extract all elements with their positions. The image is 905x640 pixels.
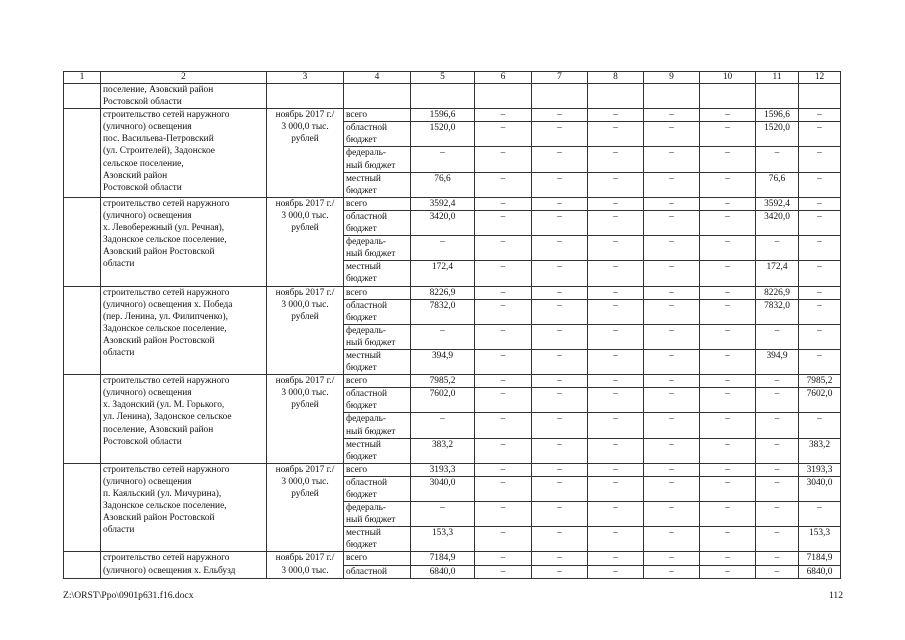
value-cell: – — [700, 210, 756, 235]
value-cell: – — [532, 299, 588, 324]
value-cell: 3420,0 — [756, 210, 799, 235]
value-cell: – — [475, 299, 532, 324]
file-path: Z:\ORST\Ppo\0901p631.f16.docx — [63, 590, 194, 601]
value-cell: – — [756, 527, 799, 552]
value-cell: – — [644, 172, 700, 197]
value-cell: – — [799, 413, 841, 438]
empty-cell — [588, 84, 644, 109]
value-cell: – — [532, 349, 588, 374]
value-cell: – — [700, 236, 756, 261]
object-cell: строительство сетей наружного (уличного) освещения х. Левобережный (ул. Речная), Задонское сельское поселение, Азовский район Ростовской области — [101, 197, 267, 286]
value-cell: – — [411, 324, 475, 349]
table-row — [64, 84, 841, 109]
value-cell: – — [532, 463, 588, 476]
value-cell: – — [799, 261, 841, 286]
value-cell: – — [532, 210, 588, 235]
value-cell: 7602,0 — [799, 388, 841, 413]
value-cell: – — [532, 413, 588, 438]
value-cell: 7184,9 — [411, 552, 475, 565]
value-cell: – — [644, 438, 700, 463]
empty-cell — [344, 84, 411, 109]
value-cell: – — [644, 375, 700, 388]
row-number-cell — [64, 109, 101, 198]
value-cell: – — [475, 122, 532, 147]
value-cell: – — [756, 413, 799, 438]
value-cell: – — [411, 413, 475, 438]
value-cell: – — [700, 413, 756, 438]
row-number-cell — [64, 286, 101, 375]
value-cell: – — [588, 527, 644, 552]
value-cell: – — [644, 502, 700, 527]
value-cell: – — [756, 388, 799, 413]
value-cell: – — [475, 476, 532, 501]
row-number-cell — [64, 84, 101, 109]
value-cell: – — [644, 349, 700, 374]
period-cell: ноябрь 2017 г./ 3 000,0 тыс. рублей — [267, 197, 344, 286]
value-cell: – — [588, 172, 644, 197]
source-cell: областной бюджет — [344, 210, 411, 235]
value-cell: – — [700, 476, 756, 501]
value-cell: – — [700, 438, 756, 463]
value-cell: – — [756, 324, 799, 349]
value-cell: – — [799, 299, 841, 324]
source-cell: местный бюджет — [344, 438, 411, 463]
value-cell: 3040,0 — [799, 476, 841, 501]
value-cell: – — [756, 438, 799, 463]
value-cell: – — [475, 349, 532, 374]
budget-table — [63, 71, 841, 579]
object-cell: строительство сетей наружного (уличного) освещения п. Каяльский (ул. Мичурина), Задонское сельское поселение, Азовский район Ростовской области — [101, 463, 267, 552]
source-cell: всего — [344, 286, 411, 299]
column-header-9: 9 — [644, 72, 700, 84]
value-cell: – — [756, 552, 799, 565]
value-cell: – — [644, 210, 700, 235]
source-cell: федераль- ный бюджет — [344, 147, 411, 172]
value-cell: 394,9 — [756, 349, 799, 374]
value-cell: 383,2 — [411, 438, 475, 463]
source-cell: областной бюджет — [344, 299, 411, 324]
column-header-8: 8 — [588, 72, 644, 84]
value-cell: 153,3 — [411, 527, 475, 552]
value-cell: – — [644, 236, 700, 261]
value-cell: – — [532, 388, 588, 413]
value-cell: – — [532, 476, 588, 501]
source-cell: федераль- ный бюджет — [344, 502, 411, 527]
value-cell: – — [588, 197, 644, 210]
value-cell: – — [475, 261, 532, 286]
value-cell: – — [532, 236, 588, 261]
value-cell: 172,4 — [756, 261, 799, 286]
value-cell: – — [532, 197, 588, 210]
object-cell: строительство сетей наружного (уличного) освещения х. Задонский (ул. М. Горького, ул. Ленина), Задонское сельское поселение, Азовский район Ростовской области — [101, 375, 267, 464]
value-cell: – — [644, 286, 700, 299]
value-cell: – — [475, 210, 532, 235]
value-cell: – — [700, 502, 756, 527]
value-cell: – — [532, 565, 588, 578]
value-cell: 8226,9 — [411, 286, 475, 299]
table-row — [64, 286, 841, 299]
column-header-1: 1 — [64, 72, 101, 84]
value-cell: 3592,4 — [756, 197, 799, 210]
object-cell: строительство сетей наружного (уличного) освещения х. Ельбузд — [101, 552, 267, 578]
value-cell: – — [475, 172, 532, 197]
table-row — [64, 463, 841, 476]
value-cell: – — [475, 552, 532, 565]
row-number-cell — [64, 552, 101, 578]
source-cell: областной — [344, 565, 411, 578]
value-cell: – — [411, 502, 475, 527]
source-cell: федераль- ный бюджет — [344, 413, 411, 438]
value-cell: 3592,4 — [411, 197, 475, 210]
value-cell: – — [532, 375, 588, 388]
value-cell: – — [588, 109, 644, 122]
value-cell: – — [644, 413, 700, 438]
column-header-11: 11 — [756, 72, 799, 84]
table-row — [64, 552, 841, 565]
value-cell: – — [644, 261, 700, 286]
value-cell: – — [799, 324, 841, 349]
value-cell: – — [644, 197, 700, 210]
empty-cell — [799, 84, 841, 109]
source-cell: областной бюджет — [344, 122, 411, 147]
column-header-2: 2 — [101, 72, 267, 84]
value-cell: – — [756, 565, 799, 578]
value-cell: – — [588, 122, 644, 147]
value-cell: 3420,0 — [411, 210, 475, 235]
value-cell: – — [475, 502, 532, 527]
object-cell: строительство сетей наружного (уличного) освещения х. Победа (пер. Ленина, ул. Филипченко), Задонское сельское поселение, Азовский район Ростовской области — [101, 286, 267, 375]
value-cell: – — [799, 109, 841, 122]
value-cell: 1596,6 — [411, 109, 475, 122]
value-cell: 76,6 — [756, 172, 799, 197]
value-cell: – — [532, 552, 588, 565]
value-cell: – — [532, 527, 588, 552]
value-cell: – — [700, 349, 756, 374]
value-cell: – — [588, 476, 644, 501]
value-cell: – — [644, 109, 700, 122]
source-cell: всего — [344, 552, 411, 565]
value-cell: – — [411, 236, 475, 261]
value-cell: – — [756, 476, 799, 501]
value-cell: – — [700, 324, 756, 349]
value-cell: – — [532, 324, 588, 349]
source-cell: всего — [344, 109, 411, 122]
period-cell: ноябрь 2017 г./ 3 000,0 тыс. рублей — [267, 286, 344, 375]
value-cell: – — [588, 286, 644, 299]
value-cell: – — [756, 236, 799, 261]
value-cell: – — [644, 476, 700, 501]
value-cell: – — [475, 286, 532, 299]
value-cell: 7602,0 — [411, 388, 475, 413]
value-cell: – — [700, 527, 756, 552]
source-cell: всего — [344, 463, 411, 476]
value-cell: 1596,6 — [756, 109, 799, 122]
value-cell: – — [532, 286, 588, 299]
object-cell: строительство сетей наружного (уличного) освещения пос. Васильева-Петровский (ул. Строителей), Задонское сельское поселение, Азовский район Ростовской области — [101, 109, 267, 198]
empty-cell — [644, 84, 700, 109]
value-cell: – — [475, 413, 532, 438]
column-header-7: 7 — [532, 72, 588, 84]
row-number-cell — [64, 463, 101, 552]
value-cell: – — [588, 236, 644, 261]
value-cell: – — [700, 147, 756, 172]
period-cell: ноябрь 2017 г./ 3 000,0 тыс. — [267, 552, 344, 578]
value-cell: – — [532, 438, 588, 463]
value-cell: – — [475, 463, 532, 476]
value-cell: – — [644, 388, 700, 413]
value-cell: – — [532, 122, 588, 147]
value-cell: 7832,0 — [411, 299, 475, 324]
value-cell: – — [799, 210, 841, 235]
value-cell: – — [799, 172, 841, 197]
value-cell: – — [799, 502, 841, 527]
value-cell: – — [475, 147, 532, 172]
value-cell: – — [644, 565, 700, 578]
value-cell: – — [588, 324, 644, 349]
source-cell: федераль- ный бюджет — [344, 324, 411, 349]
value-cell: – — [475, 527, 532, 552]
column-header-3: 3 — [267, 72, 344, 84]
column-header-4: 4 — [344, 72, 411, 84]
value-cell: – — [700, 286, 756, 299]
table-row — [64, 197, 841, 210]
value-cell: 6840,0 — [799, 565, 841, 578]
value-cell: – — [799, 197, 841, 210]
value-cell: 3193,3 — [411, 463, 475, 476]
value-cell: – — [588, 438, 644, 463]
value-cell: – — [799, 147, 841, 172]
value-cell: 394,9 — [411, 349, 475, 374]
value-cell: – — [475, 565, 532, 578]
column-header-5: 5 — [411, 72, 475, 84]
column-header-12: 12 — [799, 72, 841, 84]
source-cell: местный бюджет — [344, 172, 411, 197]
value-cell: – — [532, 261, 588, 286]
value-cell: 6840,0 — [411, 565, 475, 578]
value-cell: – — [644, 552, 700, 565]
header-row — [64, 72, 841, 84]
page-number: 112 — [828, 590, 843, 601]
value-cell: – — [588, 261, 644, 286]
value-cell: – — [411, 147, 475, 172]
empty-cell — [756, 84, 799, 109]
value-cell: – — [475, 109, 532, 122]
value-cell: – — [700, 299, 756, 324]
value-cell: 76,6 — [411, 172, 475, 197]
row-number-cell — [64, 375, 101, 464]
value-cell: – — [532, 109, 588, 122]
value-cell: – — [588, 413, 644, 438]
value-cell: – — [475, 324, 532, 349]
value-cell: 172,4 — [411, 261, 475, 286]
value-cell: – — [588, 565, 644, 578]
value-cell: – — [700, 552, 756, 565]
table-row — [64, 375, 841, 388]
value-cell: 153,3 — [799, 527, 841, 552]
value-cell: 3193,3 — [799, 463, 841, 476]
table-body — [64, 84, 841, 579]
row-number-cell — [64, 197, 101, 286]
value-cell: – — [700, 375, 756, 388]
value-cell: 7985,2 — [799, 375, 841, 388]
value-cell: – — [532, 172, 588, 197]
value-cell: – — [799, 349, 841, 374]
value-cell: – — [700, 463, 756, 476]
value-cell: – — [644, 463, 700, 476]
value-cell: – — [799, 122, 841, 147]
value-cell: – — [756, 463, 799, 476]
value-cell: – — [756, 375, 799, 388]
object-cell: поселение, Азовский район Ростовской области — [101, 84, 267, 109]
empty-cell — [267, 84, 344, 109]
value-cell: 3040,0 — [411, 476, 475, 501]
value-cell: – — [700, 261, 756, 286]
value-cell: – — [588, 349, 644, 374]
value-cell: – — [700, 109, 756, 122]
value-cell: – — [756, 502, 799, 527]
source-cell: областной бюджет — [344, 388, 411, 413]
value-cell: – — [588, 210, 644, 235]
period-cell: ноябрь 2017 г./ 3 000,0 тыс. рублей — [267, 375, 344, 464]
value-cell: 1520,0 — [411, 122, 475, 147]
value-cell: – — [475, 388, 532, 413]
value-cell: – — [644, 122, 700, 147]
empty-cell — [700, 84, 756, 109]
value-cell: – — [700, 197, 756, 210]
value-cell: – — [475, 375, 532, 388]
value-cell: – — [799, 286, 841, 299]
period-cell: ноябрь 2017 г./ 3 000,0 тыс. рублей — [267, 463, 344, 552]
empty-cell — [411, 84, 475, 109]
value-cell: – — [475, 197, 532, 210]
source-cell: всего — [344, 375, 411, 388]
value-cell: – — [588, 552, 644, 565]
value-cell: – — [756, 147, 799, 172]
source-cell: местный бюджет — [344, 349, 411, 374]
table-row — [64, 109, 841, 122]
value-cell: – — [588, 502, 644, 527]
value-cell: – — [700, 565, 756, 578]
value-cell: – — [475, 236, 532, 261]
value-cell: 1520,0 — [756, 122, 799, 147]
empty-cell — [475, 84, 532, 109]
column-header-6: 6 — [475, 72, 532, 84]
value-cell: – — [644, 299, 700, 324]
value-cell: – — [588, 388, 644, 413]
value-cell: – — [700, 388, 756, 413]
empty-cell — [532, 84, 588, 109]
source-cell: местный бюджет — [344, 261, 411, 286]
source-cell: всего — [344, 197, 411, 210]
value-cell: – — [588, 375, 644, 388]
value-cell: 7832,0 — [756, 299, 799, 324]
value-cell: – — [700, 172, 756, 197]
value-cell: 383,2 — [799, 438, 841, 463]
value-cell: – — [799, 236, 841, 261]
column-header-10: 10 — [700, 72, 756, 84]
source-cell: федераль- ный бюджет — [344, 236, 411, 261]
value-cell: – — [700, 122, 756, 147]
value-cell: – — [532, 502, 588, 527]
period-cell: ноябрь 2017 г./ 3 000,0 тыс. рублей — [267, 109, 344, 198]
source-cell: местный бюджет — [344, 527, 411, 552]
value-cell: 7985,2 — [411, 375, 475, 388]
value-cell: – — [644, 324, 700, 349]
value-cell: – — [644, 527, 700, 552]
source-cell: областной бюджет — [344, 476, 411, 501]
value-cell: – — [475, 438, 532, 463]
value-cell: – — [644, 147, 700, 172]
value-cell: – — [588, 147, 644, 172]
value-cell: 8226,9 — [756, 286, 799, 299]
value-cell: – — [588, 463, 644, 476]
value-cell: – — [532, 147, 588, 172]
value-cell: – — [588, 299, 644, 324]
value-cell: 7184,9 — [799, 552, 841, 565]
